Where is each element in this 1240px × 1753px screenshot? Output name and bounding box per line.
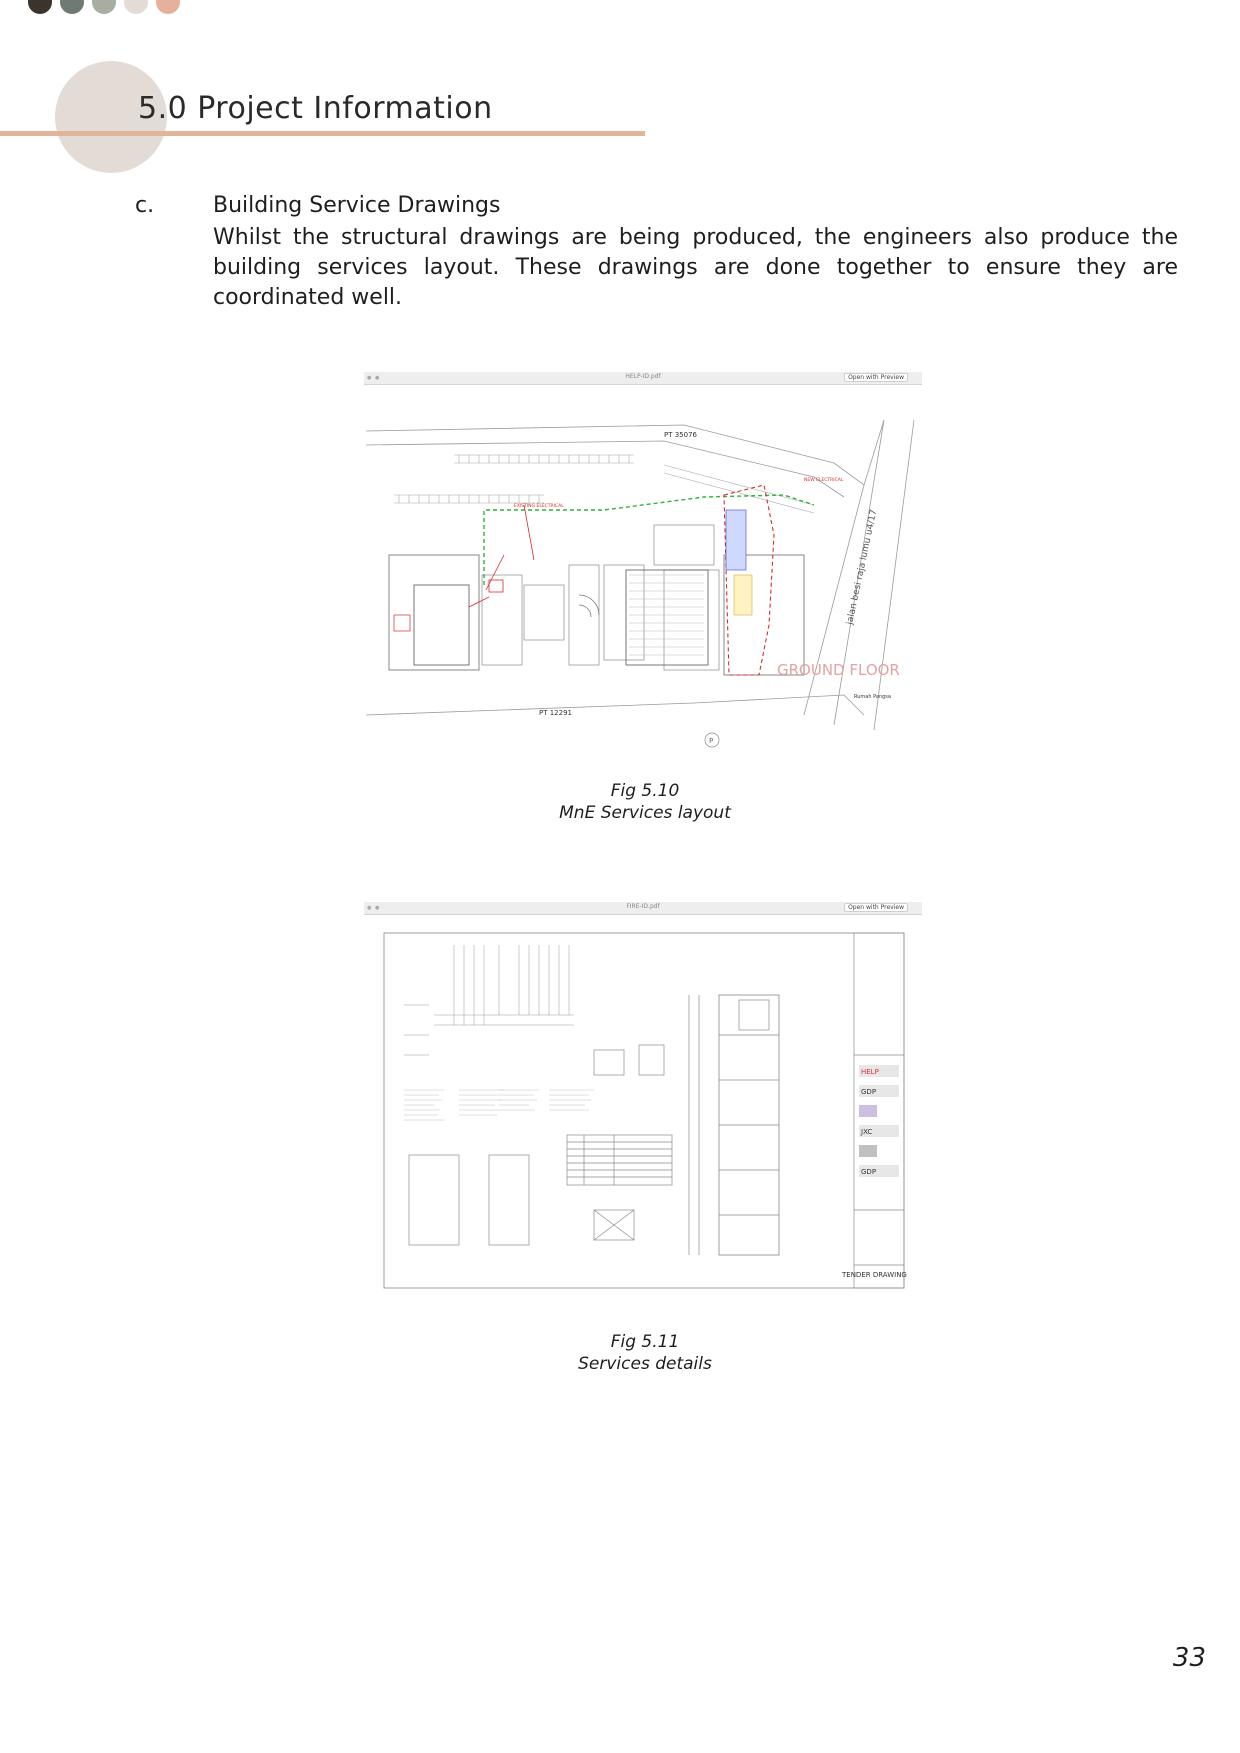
open-with-preview-button[interactable]: Open with Preview <box>844 373 908 382</box>
section-heading: Building Service Drawings <box>213 193 501 218</box>
open-with-preview-button[interactable]: Open with Preview <box>844 903 908 912</box>
title-underline <box>0 131 645 136</box>
svg-text:EXISTING ELECTRICAL: EXISTING ELECTRICAL <box>514 504 564 509</box>
figure-mne-layout <box>364 372 922 753</box>
figure-5-10-caption <box>440 780 850 824</box>
caption-number: Fig 5.11 <box>610 1332 680 1352</box>
window-controls-icon: ● ● <box>367 375 381 381</box>
svg-text:P: P <box>709 737 714 745</box>
viewer-filename: FIRE-ID.pdf <box>626 903 660 910</box>
swatch-peach <box>156 0 180 14</box>
figure-services-details <box>364 902 922 1315</box>
svg-text:GDP: GDP <box>861 1088 877 1096</box>
rumah-label: Rumah Pangsa <box>854 694 891 700</box>
lot-label-bottom: PT 12291 <box>539 709 572 717</box>
svg-text:HELP: HELP <box>861 1068 879 1076</box>
swatch-beige <box>124 0 148 14</box>
road-label: jalan besi raja lumu u4/17 <box>845 508 880 626</box>
caption-text: MnE Services layout <box>559 803 731 823</box>
color-swatches <box>28 0 180 14</box>
lot-label-top: PT 35076 <box>664 431 697 439</box>
figure-5-11-caption <box>440 1331 850 1375</box>
section-marker: c. <box>135 193 155 218</box>
window-controls-icon: ● ● <box>367 905 381 911</box>
svg-text:NEW ELECTRICAL: NEW ELECTRICAL <box>804 478 844 483</box>
pdf-viewer-bar <box>364 372 922 385</box>
svg-text:JXC: JXC <box>861 1128 873 1136</box>
swatch-dark-brown <box>28 0 52 14</box>
section-body: Whilst the structural drawings are being produced, the engineers also produce the building services layout. These drawings are done together to ensure they are coordinated well. <box>213 225 1178 310</box>
tender-drawing-label: TENDER DRAWING <box>842 1271 907 1279</box>
caption-text: Services details <box>578 1354 712 1374</box>
page-title: 5.0 Project Information <box>138 91 493 126</box>
services-details-drawing <box>364 915 922 1315</box>
mne-layout-drawing <box>364 385 922 753</box>
viewer-filename: HELP-ID.pdf <box>625 373 661 380</box>
pdf-viewer-bar <box>364 902 922 915</box>
ground-floor-label: GROUND FLOOR <box>777 661 900 679</box>
swatch-slate-green <box>60 0 84 14</box>
svg-text:GDP: GDP <box>861 1168 877 1176</box>
swatch-sage <box>92 0 116 14</box>
page-number: 33 <box>1172 1643 1206 1673</box>
caption-number: Fig 5.10 <box>610 781 680 801</box>
